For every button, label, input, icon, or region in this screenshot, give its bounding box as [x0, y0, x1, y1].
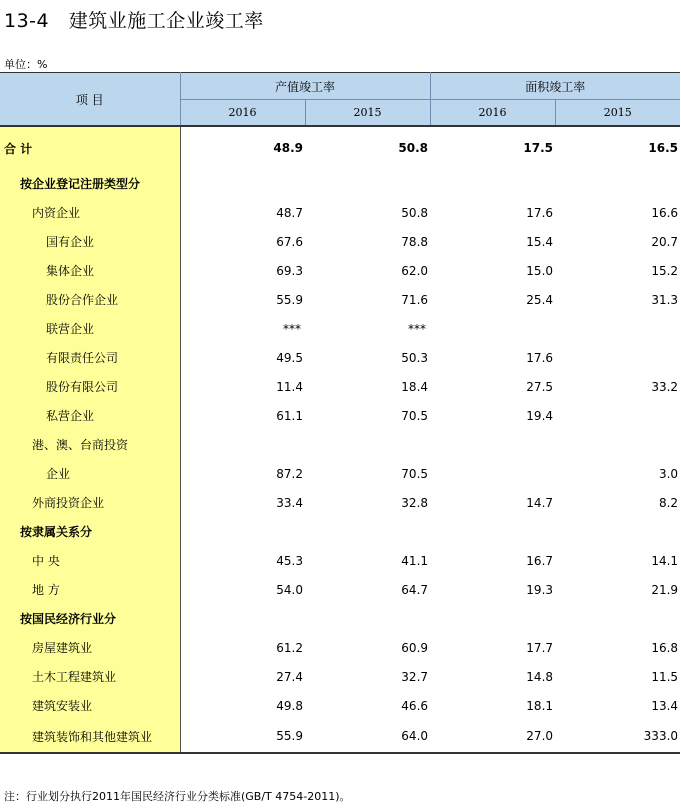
- cell-value: 27.0: [430, 720, 555, 753]
- table-row-section: [0, 169, 680, 198]
- cell-value: 55.9: [180, 720, 305, 753]
- cell-value: 11.5: [651, 669, 679, 684]
- header-year: 2016: [180, 100, 305, 127]
- cell-value: 27.5: [526, 379, 554, 394]
- header-output-completion-rate: 产值竣工率: [180, 73, 430, 100]
- row-label: 私营企业: [0, 401, 180, 430]
- row-label: 联营企业: [0, 314, 180, 343]
- cell-value: 55.9: [276, 292, 303, 307]
- row-label: 有限责任公司: [0, 343, 180, 372]
- cell-value: [430, 459, 555, 488]
- row-label: 内资企业: [0, 198, 180, 227]
- cell-value: [430, 314, 555, 343]
- cell-value: 61.1: [276, 408, 303, 423]
- table-row: [0, 401, 680, 430]
- section-label: 按隶属关系分: [0, 517, 180, 546]
- row-label: 股份合作企业: [0, 285, 180, 314]
- cell-value: 19.3: [526, 582, 554, 597]
- table-row: [0, 662, 680, 691]
- header-year: 2015: [555, 100, 680, 127]
- row-label: 集体企业: [0, 256, 180, 285]
- row-label: 建筑装饰和其他建筑业: [0, 720, 180, 753]
- table-row: [0, 720, 680, 753]
- cell-value: 64.0: [305, 720, 430, 753]
- cell-value: 45.3: [276, 553, 303, 568]
- cell-value: 8.2: [658, 495, 679, 510]
- cell-value: 333.0: [555, 720, 680, 753]
- row-label: 港、澳、台商投资: [0, 430, 180, 459]
- cell-value: 33.2: [651, 379, 679, 394]
- cell-value: 62.0: [401, 263, 429, 278]
- table-row-section: [0, 517, 680, 546]
- table-row: [0, 488, 680, 517]
- cell-value: 32.7: [401, 669, 429, 684]
- table-row: [0, 459, 680, 488]
- cell-value: 69.3: [276, 263, 303, 278]
- cell-value: 19.4: [526, 408, 554, 423]
- table-row: [0, 575, 680, 604]
- row-label: 建筑安装业: [0, 691, 180, 720]
- cell-value: 20.7: [651, 234, 679, 249]
- cell-value: 50.8: [398, 141, 429, 155]
- cell-value: 33.4: [276, 495, 303, 510]
- cell-value: 14.1: [651, 553, 679, 568]
- row-label: 企业: [0, 459, 180, 488]
- cell-value: 70.5: [401, 466, 429, 481]
- completion-rate-table: [0, 72, 680, 754]
- table-row: [0, 546, 680, 575]
- cell-value: 48.9: [273, 141, 303, 155]
- header-year: 2015: [305, 100, 430, 127]
- cell-value: 11.4: [276, 379, 303, 394]
- cell-value: 14.8: [526, 669, 554, 684]
- cell-value: 60.9: [401, 640, 429, 655]
- table-row: [0, 372, 680, 401]
- cell-value: 18.4: [401, 379, 429, 394]
- table-row: [0, 256, 680, 285]
- cell-value: 54.0: [276, 582, 303, 597]
- table-row-section: [0, 604, 680, 633]
- cell-value: 21.9: [651, 582, 679, 597]
- table-row: [0, 430, 680, 459]
- cell-value: 16.7: [526, 553, 554, 568]
- cell-value: 32.8: [401, 495, 429, 510]
- cell-value: 17.6: [526, 350, 554, 365]
- header-item: 项 目: [0, 73, 180, 127]
- cell-value: 15.2: [651, 263, 679, 278]
- page-title: 13-4 建筑业施工企业竣工率: [4, 10, 264, 32]
- row-label: 外商投资企业: [0, 488, 180, 517]
- footnote: 注：行业划分执行2011年国民经济行业分类标准(GB/T 4754-2011)。: [4, 790, 351, 803]
- cell-value: 46.6: [401, 698, 429, 713]
- section-label: 按国民经济行业分: [0, 604, 180, 633]
- cell-value: 87.2: [276, 466, 303, 481]
- cell-value: 16.6: [651, 205, 679, 220]
- cell-value: 17.7: [526, 640, 554, 655]
- header-year: 2016: [430, 100, 555, 127]
- unit-label: 单位：%: [4, 58, 48, 71]
- table-row: [0, 343, 680, 372]
- cell-value: [555, 343, 680, 372]
- table-row: [0, 633, 680, 662]
- cell-value: 25.4: [526, 292, 554, 307]
- cell-value: ***: [408, 321, 427, 336]
- cell-value: 17.5: [523, 141, 554, 155]
- cell-value: 50.8: [401, 205, 429, 220]
- cell-value: 71.6: [401, 292, 429, 307]
- cell-value: 31.3: [651, 292, 679, 307]
- cell-value: 15.0: [526, 263, 554, 278]
- section-label: 按企业登记注册类型分: [0, 169, 180, 198]
- cell-value: 18.1: [526, 698, 554, 713]
- cell-value: 50.3: [401, 350, 429, 365]
- table-row: [0, 227, 680, 256]
- cell-value: 70.5: [401, 408, 429, 423]
- cell-value: 49.8: [276, 698, 303, 713]
- cell-value: 16.5: [648, 141, 679, 155]
- row-label: 房屋建筑业: [0, 633, 180, 662]
- table-row-total: [0, 126, 680, 169]
- cell-value: 17.6: [526, 205, 554, 220]
- cell-value: ***: [283, 321, 301, 336]
- row-label: 国有企业: [0, 227, 180, 256]
- row-label: 合 计: [0, 126, 180, 169]
- row-label: 中 央: [0, 546, 180, 575]
- cell-value: 64.7: [401, 582, 429, 597]
- cell-value: 15.4: [526, 234, 554, 249]
- cell-value: [555, 401, 680, 430]
- table-row: [0, 285, 680, 314]
- cell-value: 41.1: [401, 553, 429, 568]
- table-row: [0, 198, 680, 227]
- cell-value: 61.2: [276, 640, 303, 655]
- cell-value: 49.5: [276, 350, 303, 365]
- cell-value: 14.7: [526, 495, 554, 510]
- header-area-completion-rate: 面积竣工率: [430, 73, 680, 100]
- cell-value: 27.4: [276, 669, 303, 684]
- cell-value: 16.8: [651, 640, 679, 655]
- cell-value: 67.6: [276, 234, 303, 249]
- table-row: [0, 314, 680, 343]
- cell-value: 48.7: [276, 205, 303, 220]
- cell-value: 3.0: [658, 466, 679, 481]
- cell-value: 78.8: [401, 234, 429, 249]
- row-label: 土木工程建筑业: [0, 662, 180, 691]
- row-label: 地 方: [0, 575, 180, 604]
- table-row: [0, 691, 680, 720]
- row-label: 股份有限公司: [0, 372, 180, 401]
- cell-value: 13.4: [651, 698, 679, 713]
- cell-value: [555, 314, 680, 343]
